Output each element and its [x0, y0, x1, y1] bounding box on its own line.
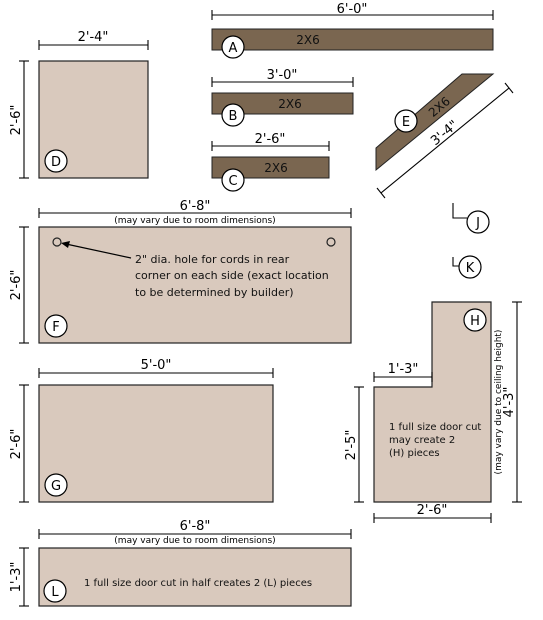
piece-h-note-2: may create 2	[389, 435, 456, 446]
piece-a	[212, 2, 493, 58]
piece-f-label: F	[52, 320, 60, 335]
piece-b-label: B	[228, 109, 238, 124]
piece-c	[212, 132, 329, 191]
board-a	[212, 29, 493, 50]
piece-h-label: H	[470, 314, 480, 329]
panel-g	[39, 385, 273, 502]
piece-c-dim: 2'-6"	[254, 132, 286, 147]
piece-g-height-dim: 2'-6"	[9, 428, 24, 460]
piece-l-width-note: (may vary due to room dimensions)	[114, 536, 276, 546]
piece-j	[453, 203, 489, 233]
piece-e-label: E	[401, 115, 411, 130]
piece-a-label: A	[228, 41, 238, 56]
piece-h-right-dim: 4'-3"	[502, 386, 517, 418]
piece-a-dim: 6'-0"	[336, 2, 368, 17]
panel-h	[374, 302, 491, 502]
board-a-text: 2X6	[296, 33, 320, 47]
piece-d	[9, 30, 148, 178]
piece-f-height-dim: 2'-6"	[9, 269, 24, 301]
piece-f-width-dim: 6'-8"	[179, 199, 211, 214]
piece-k	[453, 256, 481, 278]
piece-e	[376, 74, 513, 198]
piece-d-width-dim: 2'-4"	[77, 30, 109, 45]
panel-f	[39, 227, 351, 343]
piece-f	[9, 199, 351, 343]
piece-f-note-3: to be determined by builder)	[135, 286, 294, 299]
piece-d-label: D	[50, 155, 62, 170]
piece-g-width-dim: 5'-0"	[140, 358, 172, 373]
piece-k-label: K	[465, 261, 475, 276]
piece-c-label: C	[228, 174, 238, 189]
board-e-text: 2X6	[425, 94, 453, 120]
piece-h	[344, 302, 522, 523]
piece-d-height-dim: 2'-6"	[9, 104, 24, 136]
piece-l-label: L	[51, 585, 59, 600]
piece-j-label: J	[476, 216, 480, 231]
piece-h-note-1: 1 full size door cut	[389, 422, 482, 433]
piece-h-top-dim: 1'-3"	[387, 362, 419, 377]
piece-f-note-2: corner on each side (exact location	[135, 269, 329, 282]
piece-l-width-dim: 6'-8"	[179, 519, 211, 534]
piece-g-label: G	[50, 479, 62, 494]
board-c-text: 2X6	[264, 161, 288, 175]
piece-f-note-1: 2" dia. hole for cords in rear	[135, 253, 290, 266]
piece-h-note-3: (H) pieces	[389, 448, 440, 459]
board-b-text: 2X6	[278, 97, 302, 111]
piece-b	[212, 68, 353, 126]
piece-b-dim: 3'-0"	[266, 68, 298, 83]
piece-l-height-dim: 1'-3"	[9, 561, 24, 593]
piece-g	[9, 358, 273, 502]
piece-l-note: 1 full size door cut in half creates 2 (L) pieces	[83, 578, 313, 589]
piece-h-bottom-dim: 2'-6"	[416, 503, 448, 518]
piece-e-dim: 3'-4"	[428, 117, 462, 149]
panel-l	[39, 548, 351, 606]
piece-l	[9, 519, 351, 606]
piece-h-right-note: (may vary due to ceiling height)	[494, 329, 504, 475]
board-e	[376, 74, 493, 170]
piece-h-left-dim: 2'-5"	[344, 429, 359, 461]
piece-f-width-note: (may vary due to room dimensions)	[114, 216, 276, 226]
